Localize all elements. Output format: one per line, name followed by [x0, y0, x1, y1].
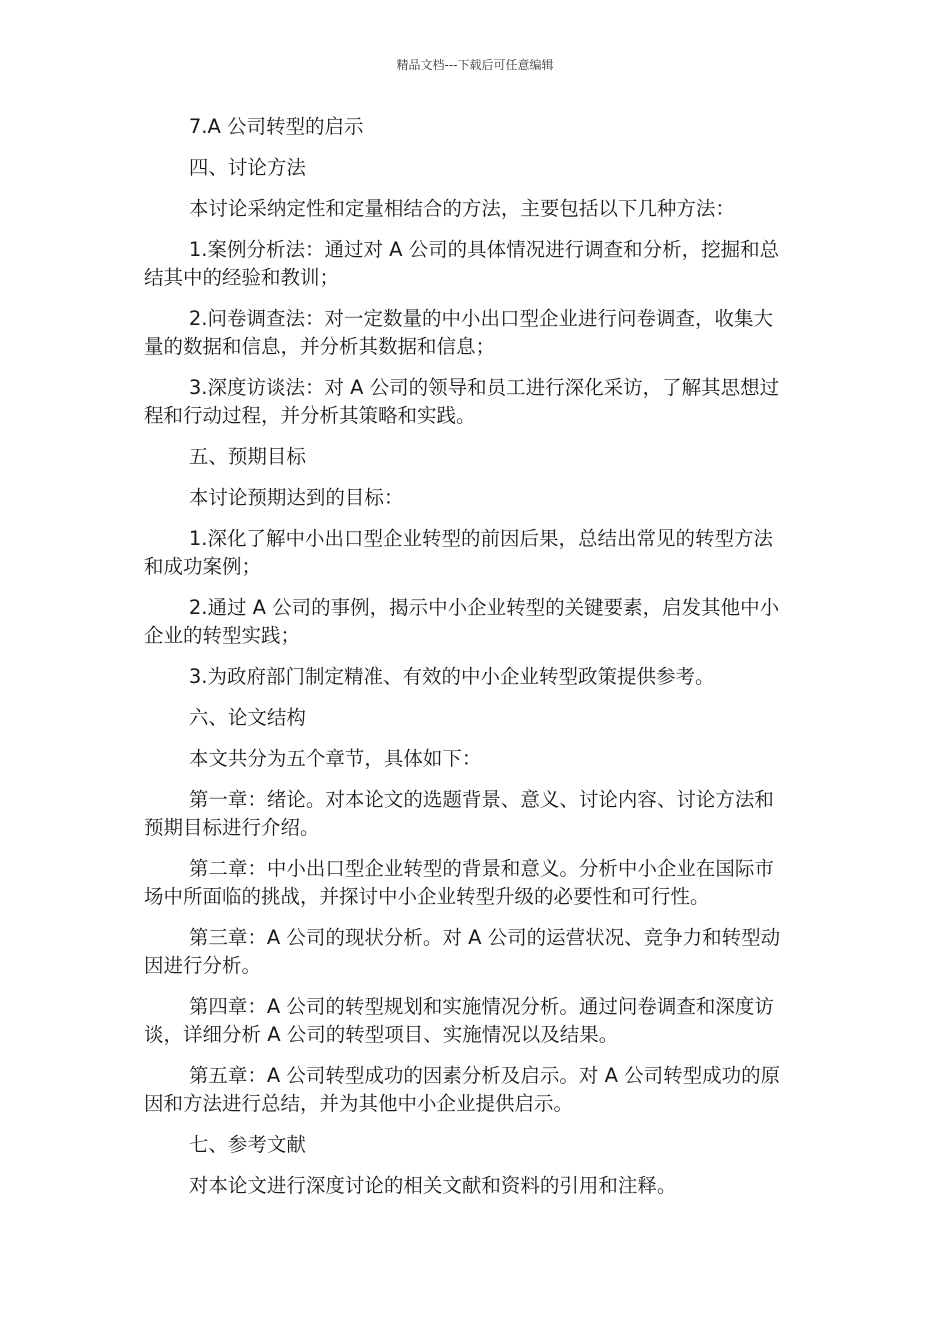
method-interview: 3.深度访谈法：对 A 公司的领导和员工进行深化采访，了解其思想过程和行动过程，并分析其策略和实践。	[144, 376, 780, 427]
method-questionnaire: 2.问卷调查法：对一定数量的中小出口型企业进行问卷调查，收集大量的数据和信息，并分析其数据和信息；	[144, 307, 773, 358]
list-item-inspiration: 7.A 公司转型的启示	[188, 115, 364, 138]
chapter-1: 第一章：绪论。对本论文的选题背景、意义、讨论内容、讨论方法和预期目标进行介绍。	[144, 788, 774, 839]
chapter-5: 第五章：A 公司转型成功的因素分析及启示。对 A 公司转型成功的原因和方法进行总结，并为其他中小企业提供启示。	[144, 1064, 781, 1115]
section-heading-goals: 五、预期目标	[188, 445, 306, 468]
goal-2: 2.通过 A 公司的事例，揭示中小企业转型的关键要素，启发其他中小企业的转型实践；	[144, 596, 780, 647]
document-body	[144, 113, 792, 1213]
structure-intro: 本文共分为五个章节，具体如下：	[188, 747, 482, 770]
chapter-4: 第四章：A 公司的转型规划和实施情况分析。通过问卷调查和深度访谈，详细分析 A 公司的转型项目、实施情况以及结果。	[144, 995, 774, 1046]
page-header: 精品文档---下载后可任意编辑	[396, 58, 554, 72]
goals-intro: 本讨论预期达到的目标：	[188, 486, 404, 509]
method-case-analysis: 1.案例分析法：通过对 A 公司的具体情况进行调查和分析，挖掘和总结其中的经验和教训；	[144, 238, 780, 289]
section-heading-methods: 四、讨论方法	[188, 156, 306, 179]
chapter-2: 第二章：中小出口型企业转型的背景和意义。分析中小企业在国际市场中所面临的挑战，并探讨中小企业转型升级的必要性和可行性。	[144, 857, 774, 908]
goal-1: 1.深化了解中小出口型企业转型的前因后果，总结出常见的转型方法和成功案例；	[144, 527, 773, 578]
goal-3: 3.为政府部门制定精准、有效的中小企业转型政策提供参考。	[188, 665, 715, 688]
methods-intro: 本讨论采纳定性和定量相结合的方法，主要包括以下几种方法：	[188, 197, 735, 220]
references-text: 对本论文进行深度讨论的相关文献和资料的引用和注释。	[188, 1174, 677, 1197]
section-heading-structure: 六、论文结构	[188, 706, 306, 729]
chapter-3: 第三章：A 公司的现状分析。对 A 公司的运营状况、竞争力和转型动因进行分析。	[144, 926, 781, 977]
section-heading-references: 七、参考文献	[188, 1133, 306, 1156]
